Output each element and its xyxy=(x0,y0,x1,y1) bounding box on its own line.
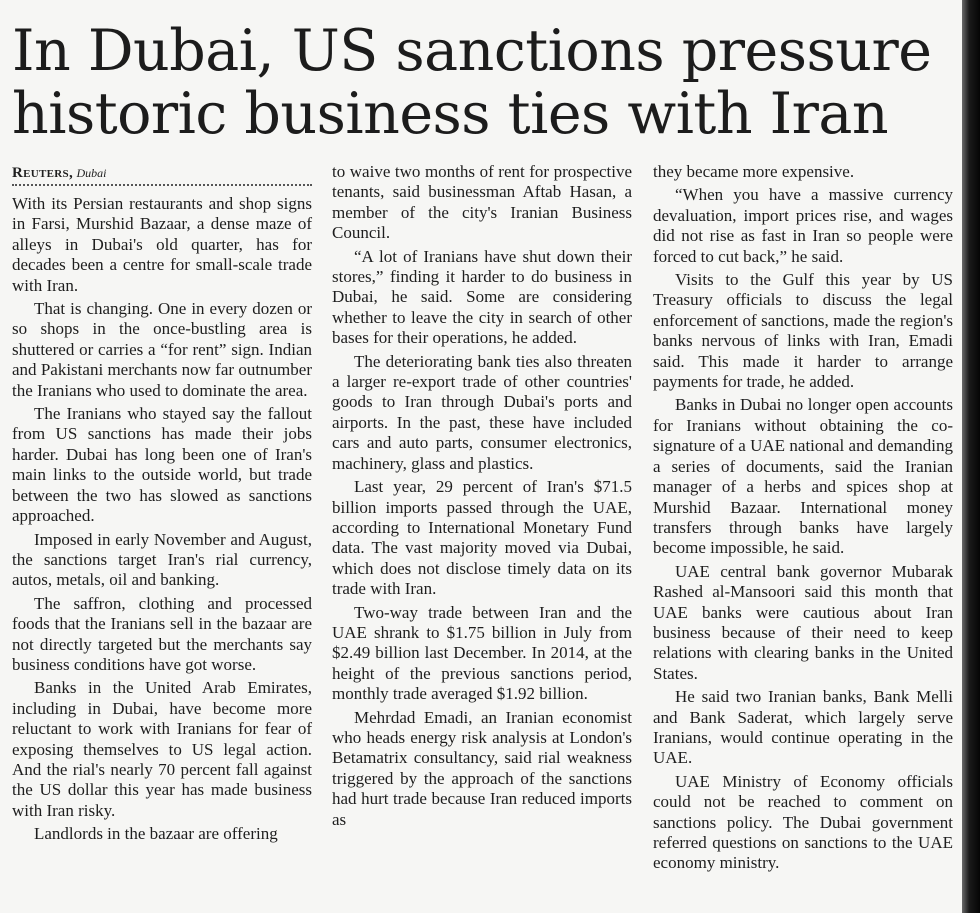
paragraph: UAE central bank governor Mubarak Rashed al-Mansoori said this month that UAE banks were cautious about Iran business because of their need to keep relations with clearing banks in the United States. xyxy=(653,561,953,683)
byline-dateline: Dubai xyxy=(76,166,107,180)
headline: In Dubai, US sanctions pressure historic business ties with Iran xyxy=(12,18,932,147)
paragraph: The Iranians who stayed say the fallout from US sanctions has made their jobs harder. Dubai has long been one of Iran's main links to the outside world, but trade between the two has slowed as sanctions approached. xyxy=(12,404,312,526)
byline xyxy=(12,162,312,184)
paragraph: they became more expensive. xyxy=(653,162,855,181)
byline-dotted-rule xyxy=(12,184,312,186)
paragraph: “A lot of Iranians have shut down their stores,” finding it harder to do business in Dubai, he said. Some are considering whether to leave the city in search of other bases for their operations, he added. xyxy=(332,246,632,348)
paragraph: UAE Ministry of Economy officials could not be reached to comment on sanctions policy. The Dubai government referred questions on sanctions to the UAE economy ministry. xyxy=(653,771,953,873)
paragraph: Banks in the United Arab Emirates, including in Dubai, have become more reluctant to work with Iranians for fear of exposing themselves to US legal action. And the rial's nearly 70 percent fall against the US dollar this year has made business with Iran risky. xyxy=(12,678,312,820)
page-edge-shadow xyxy=(962,0,980,913)
paragraph: With its Persian restaurants and shop signs in Farsi, Murshid Bazaar, a dense maze of alleys in Dubai's old quarter, has for decades been a centre for small-scale trade with Iran. xyxy=(12,194,312,295)
paragraph: That is changing. One in every dozen or so shops in the once-bustling area is shuttered or carries a “for rent” sign. Indian and Pakistani merchants now far outnumber the Iranians who used to dominate the area. xyxy=(12,299,312,400)
paragraph: Imposed in early November and August, the sanctions target Iran's rial currency, autos, metals, oil and banking. xyxy=(12,529,312,590)
article-column-2 xyxy=(332,162,632,833)
byline-agency: Reuters, xyxy=(12,165,73,181)
paragraph: Last year, 29 percent of Iran's $71.5 billion imports passed through the UAE, according to International Monetary Fund data. The vast majority moved via Dubai, which does not disclose timely data on its trade with Iran. xyxy=(332,477,632,599)
paragraph: Visits to the Gulf this year by US Treasury officials to discuss the legal enforcement of sanctions, made the region's banks nervous of links with Iran, Emadi said. This made it harder to arrange payments for trade, he added. xyxy=(653,270,953,392)
paragraph: to waive two months of rent for prospective tenants, said businessman Aftab Hasan, a member of the city's Iranian Business Council. xyxy=(332,162,632,243)
paragraph: He said two Iranian banks, Bank Melli and Bank Saderat, which largely serve Iranians, would continue operating in the UAE. xyxy=(653,687,953,768)
paragraph: The saffron, clothing and processed foods that the Iranians sell in the bazaar are not directly targeted but the merchants say business conditions have got worse. xyxy=(12,593,312,674)
paragraph: Mehrdad Emadi, an Iranian economist who heads energy risk analysis at London's Betamatrix consultancy, said rial weakness triggered by the approach of the sanctions had hurt trade because Iran reduced imports as xyxy=(332,707,632,829)
article-column-1 xyxy=(12,162,312,848)
paragraph: “When you have a massive currency devaluation, import prices rise, and wages did not rise as fast in Iran so people were forced to cut back,” he said. xyxy=(653,185,953,266)
paragraph: Banks in Dubai no longer open accounts for Iranians without obtaining the co-signature of a UAE national and demanding a series of documents, said the Iranian manager of a herbs and spices shop at Murshid Bazaar. International money transfers through banks have largely become impossible, he said. xyxy=(653,395,953,558)
paragraph: Two-way trade between Iran and the UAE shrank to $1.75 billion in July from $2.49 billion last December. In 2014, at the height of the previous sanctions period, monthly trade averaged $1.92 billion. xyxy=(332,602,632,704)
article-column-3 xyxy=(653,162,953,877)
paragraph: The deteriorating bank ties also threaten a larger re-export trade of other countries' goods to Iran through Dubai's ports and airports. In the past, these have included cars and auto parts, consumer electronics, machinery, glass and plastics. xyxy=(332,351,632,473)
paragraph: Landlords in the bazaar are offering xyxy=(34,824,278,844)
